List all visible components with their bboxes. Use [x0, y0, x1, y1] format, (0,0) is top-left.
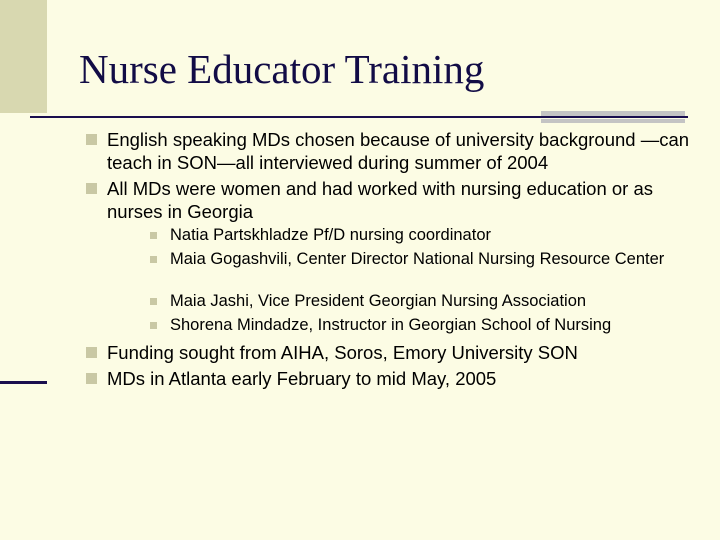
sub-bullet-text: Natia Partskhladze Pf/D nursing coordinator [170, 226, 491, 244]
slide-title: Nurse Educator Training [79, 46, 485, 92]
sub-bullet-marker [150, 322, 157, 329]
bullet-text: All MDs were women and had worked with nursing education or as nurses in Georgia [107, 178, 654, 222]
divider-accent [541, 111, 685, 116]
bullet-marker [86, 347, 97, 358]
bullet-text: English speaking MDs chosen because of university background —can teach in SON—all interviewed during summer of 2004 [107, 129, 690, 173]
sub-bullet-text: Maia Jashi, Vice President Georgian Nursing Association [170, 292, 587, 310]
divider-accent-lower [541, 119, 685, 123]
sub-bullet-marker [150, 298, 157, 305]
sub-bullet-text: Maia Gogashvili, Center Director National Nursing Resource Center [170, 250, 665, 268]
bullet-text: MDs in Atlanta early February to mid May, 2005 [107, 368, 497, 389]
bullet-text: Funding sought from AIHA, Soros, Emory University SON [107, 342, 578, 363]
sub-bullet-marker [150, 232, 157, 239]
title-divider [30, 116, 688, 118]
sub-bullet-marker [150, 256, 157, 263]
bullet-marker [86, 183, 97, 194]
sub-bullet-text: Shorena Mindadze, Instructor in Georgian School of Nursing [170, 316, 612, 334]
left-accent-bar-top [0, 0, 47, 113]
bullet-marker [86, 134, 97, 145]
bullet-marker [86, 373, 97, 384]
left-accent-bar-bottom [0, 381, 47, 384]
